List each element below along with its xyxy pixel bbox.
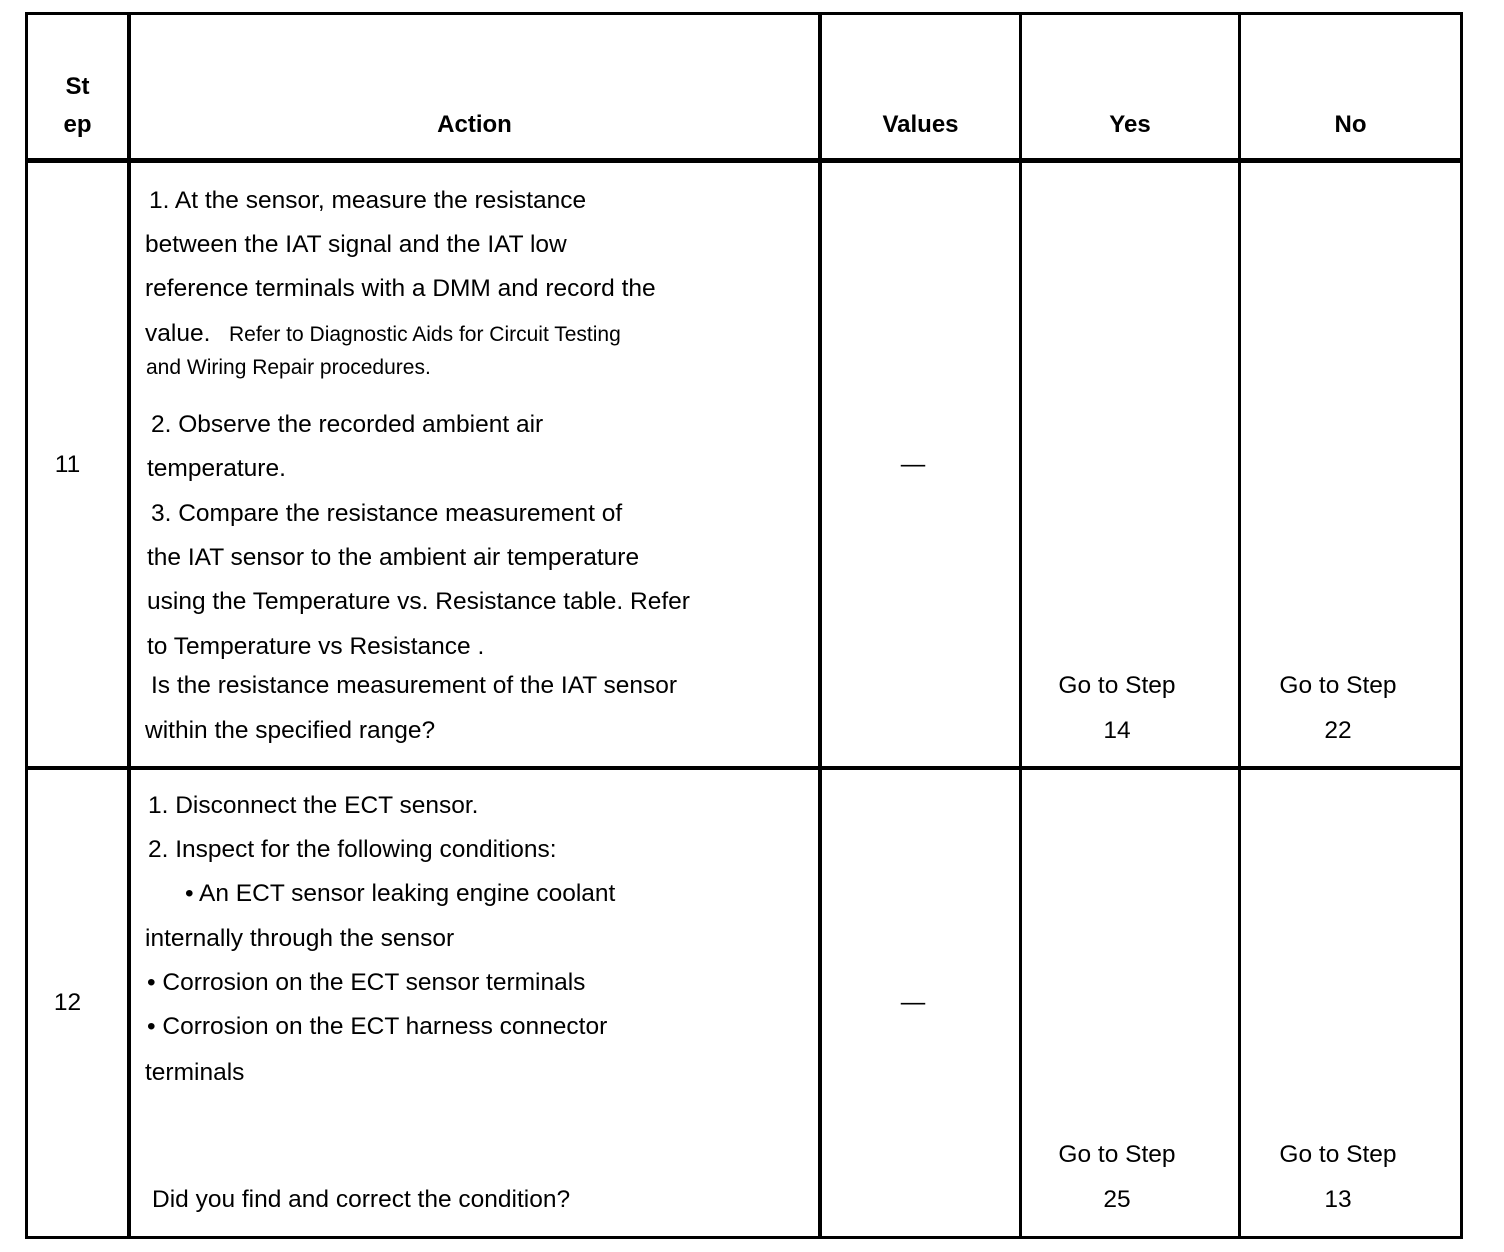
yes-goto-step-number: 14 (1103, 717, 1131, 744)
header-step-line1: St (65, 73, 90, 100)
no-goto-step-11 (1241, 671, 1435, 746)
no-goto-step-12 (1241, 1140, 1435, 1215)
values-cell-step-12: — (900, 989, 926, 1016)
action-line: • An ECT sensor leaking engine coolant (185, 880, 616, 907)
table-border-top (25, 12, 1463, 15)
action-line: internally through the sensor (145, 925, 455, 952)
column-divider-values (1019, 12, 1022, 1239)
step-number-11: 11 (54, 451, 81, 478)
action-line: to Temperature vs Resistance . (147, 633, 485, 660)
action-note-line: and Wiring Repair procedures. (146, 356, 431, 379)
column-divider-yes (1238, 12, 1241, 1239)
action-line: 2. Inspect for the following conditions: (148, 836, 557, 863)
action-line: reference terminals with a DMM and record the (145, 275, 656, 302)
header-step-line2: ep (63, 111, 92, 138)
action-line: temperature. (147, 455, 286, 482)
header-no: No (1334, 111, 1367, 138)
action-line: • Corrosion on the ECT sensor terminals (147, 969, 586, 996)
action-question: Did you find and correct the condition? (152, 1186, 571, 1213)
column-divider-step (127, 12, 131, 1239)
header-action: Action (437, 111, 512, 138)
step-number-12: 12 (53, 989, 82, 1016)
action-line: terminals (145, 1059, 245, 1086)
table-border-right (1460, 12, 1463, 1239)
no-goto-label: Go to Step (1279, 1141, 1397, 1168)
yes-goto-step-11 (1022, 671, 1212, 746)
action-line: using the Temperature vs. Resistance table. Refer (147, 588, 690, 615)
diagnostic-table (25, 12, 1463, 1240)
no-goto-step-number: 22 (1324, 717, 1352, 744)
yes-goto-step-number: 25 (1103, 1186, 1131, 1213)
table-border-left (25, 12, 28, 1239)
action-line: 3. Compare the resistance measurement of (151, 500, 623, 527)
no-goto-step-number: 13 (1324, 1186, 1352, 1213)
action-line: • Corrosion on the ECT harness connector (147, 1013, 608, 1040)
action-line: 1. At the sensor, measure the resistance (149, 187, 587, 214)
yes-goto-label: Go to Step (1058, 1141, 1176, 1168)
action-line: 1. Disconnect the ECT sensor. (148, 792, 479, 819)
header-values: Values (882, 111, 959, 138)
values-cell-step-11: — (900, 451, 926, 478)
action-line: value. (145, 320, 211, 347)
column-divider-action (818, 12, 822, 1239)
action-line: between the IAT signal and the IAT low (145, 231, 567, 258)
yes-goto-label: Go to Step (1058, 672, 1176, 699)
yes-goto-step-12 (1022, 1140, 1212, 1215)
header-yes: Yes (1109, 111, 1151, 138)
action-note-line: Refer to Diagnostic Aids for Circuit Testing (229, 323, 621, 346)
action-line: 2. Observe the recorded ambient air (151, 411, 544, 438)
header-divider (25, 158, 1463, 163)
header-step (28, 68, 127, 144)
action-question: within the specified range? (145, 717, 436, 744)
table-border-bottom (25, 1236, 1463, 1239)
action-question: Is the resistance measurement of the IAT sensor (151, 672, 678, 699)
no-goto-label: Go to Step (1279, 672, 1397, 699)
action-line: the IAT sensor to the ambient air temperature (147, 544, 640, 571)
row-divider (25, 766, 1463, 770)
